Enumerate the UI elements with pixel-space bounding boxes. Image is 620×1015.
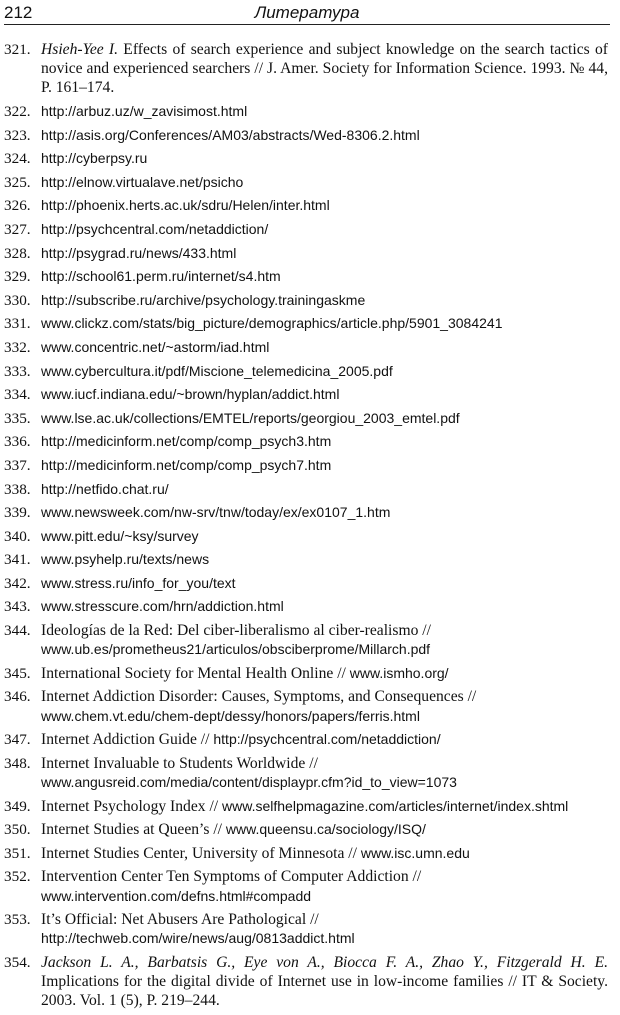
reference-number: 329. [4, 268, 31, 286]
reference-title: Internet Addiction Disorder: Causes, Symptoms, and Consequences // [41, 688, 477, 706]
reference-item [4, 149, 608, 168]
reference-title: Ideologías de la Red: Del ciber-liberalismo al ciber-realismo // [41, 622, 431, 640]
reference-text [41, 338, 608, 357]
reference-number: 350. [4, 821, 31, 839]
reference-number: 343. [4, 598, 31, 616]
reference-text [41, 574, 608, 593]
reference-url: www.stress.ru/info_for_you/text [41, 574, 236, 591]
reference-item [4, 220, 608, 239]
reference-item [4, 844, 608, 863]
reference-item [4, 820, 608, 839]
reference-number: 332. [4, 338, 31, 356]
reference-item [4, 687, 608, 725]
reference-text [41, 102, 608, 121]
reference-title: Internet Addiction Guide // [41, 731, 214, 749]
reference-text [41, 40, 608, 98]
reference-text [41, 687, 608, 725]
reference-number: 330. [4, 291, 31, 309]
reference-item [4, 291, 608, 310]
reference-number: 336. [4, 433, 31, 451]
reference-item [4, 102, 608, 121]
reference-text [41, 550, 608, 569]
reference-number: 351. [4, 844, 31, 862]
reference-url: http://phoenix.herts.ac.uk/sdru/Helen/inter.html [41, 197, 330, 214]
reference-number: 325. [4, 173, 31, 191]
reference-text [41, 267, 608, 286]
reference-url: http://subscribe.ru/archive/psychology.trainingaskme [41, 291, 366, 308]
reference-number: 339. [4, 504, 31, 522]
reference-text [41, 196, 608, 215]
reference-url: http://elnow.virtualave.net/psicho [41, 173, 244, 190]
reference-url: www.selfhelpmagazine.com/articles/internet/index.shtml [222, 797, 569, 814]
reference-text [41, 953, 608, 1011]
reference-text [41, 527, 608, 546]
reference-item [4, 126, 608, 145]
reference-url: www.newsweek.com/nw-srv/tnw/today/ex/ex0107_1.htm [41, 504, 391, 521]
reference-text [41, 621, 608, 659]
reference-text [41, 385, 608, 404]
reference-title: Internet Studies at Queen’s // [41, 821, 226, 839]
reference-url: www.stresscure.com/hrn/addiction.html [41, 598, 284, 615]
reference-title: Internet Invaluable to Students Worldwide // [41, 754, 318, 772]
reference-number: 334. [4, 386, 31, 404]
reference-item [4, 621, 608, 659]
reference-url: http://psychcentral.com/netaddiction/ [213, 731, 441, 748]
reference-item [4, 385, 608, 404]
reference-url: http://arbuz.uz/w_zavisimost.html [41, 103, 248, 119]
reference-url: www.clickz.com/stats/big_picture/demographics/article.php/5901_3084241 [41, 315, 503, 332]
reference-text [41, 314, 608, 333]
reference-item [4, 664, 608, 683]
reference-item [4, 527, 608, 546]
reference-item [4, 362, 608, 381]
reference-text [41, 503, 608, 522]
reference-item [4, 196, 608, 215]
reference-text [41, 409, 608, 428]
reference-url: www.cybercultura.it/pdf/Miscione_telemedicina_2005.pdf [41, 362, 393, 379]
reference-text [41, 664, 608, 683]
reference-url: www.chem.vt.edu/chem-dept/dessy/honors/papers/ferris.html [41, 707, 420, 724]
reference-item [4, 550, 608, 569]
reference-item [4, 574, 608, 593]
reference-text [41, 597, 608, 616]
reference-number: 321. [4, 41, 31, 58]
reference-url: www.psyhelp.ru/texts/news [41, 551, 210, 568]
reference-title: Effects of search experience and subject knowledge on the search tactics of novice and experienced searchers // J. Amer. Society for Information Science. 1993. № 44, P. 161–174. [41, 41, 608, 97]
reference-url: http://netfido.chat.ru/ [41, 480, 169, 497]
reference-number: 342. [4, 574, 31, 592]
reference-number: 346. [4, 688, 31, 706]
reference-number: 322. [4, 103, 31, 120]
reference-number: 352. [4, 868, 31, 886]
reference-url: http://cyberpsy.ru [41, 150, 148, 167]
reference-url: www.ismho.org/ [349, 664, 449, 681]
reference-url: http://psychcentral.com/netaddiction/ [41, 220, 269, 237]
reference-title: Implications for the digital divide of Internet use in low-income families // IT & Society. 2003. Vol. 1 (5), P. 219–244. [41, 973, 608, 1010]
reference-number: 347. [4, 731, 31, 749]
reference-number: 349. [4, 797, 31, 815]
reference-number: 348. [4, 754, 31, 772]
reference-text [41, 456, 608, 475]
reference-item [4, 40, 608, 98]
reference-url: www.lse.ac.uk/collections/EMTEL/reports/georgiou_2003_emtel.pdf [41, 409, 460, 426]
reference-text [41, 432, 608, 451]
reference-text [41, 844, 608, 863]
reference-item [4, 267, 608, 286]
reference-text [41, 480, 608, 499]
reference-text [41, 126, 608, 145]
reference-number: 331. [4, 315, 31, 333]
reference-number: 344. [4, 622, 31, 640]
reference-item [4, 409, 608, 428]
reference-authors: Hsieh-Yee I. [41, 41, 119, 58]
reference-title: Intervention Center Ten Symptoms of Computer Addiction // [41, 868, 422, 886]
reference-title: Internet Psychology Index // [41, 797, 223, 815]
reference-number: 337. [4, 456, 31, 474]
page-header [4, 2, 610, 25]
reference-url: http://medicinform.net/comp/comp_psych3.htm [41, 433, 332, 450]
page-number: 212 [4, 3, 33, 22]
reference-url: http://psygrad.ru/news/433.html [41, 244, 237, 261]
reference-text [41, 730, 608, 749]
reference-number: 326. [4, 197, 31, 215]
reference-text [41, 173, 608, 192]
reference-item [4, 338, 608, 357]
reference-item [4, 480, 608, 499]
reference-title: International Society for Mental Health Online // [41, 664, 350, 682]
reference-url: www.intervention.com/defns.html#compadd [41, 887, 312, 904]
reference-url: www.concentric.net/~astorm/iad.html [41, 338, 270, 355]
reference-item [4, 730, 608, 749]
reference-text [41, 867, 608, 905]
reference-number: 338. [4, 480, 31, 498]
reference-url: http://techweb.com/wire/news/aug/0813addict.html [41, 930, 355, 947]
reference-number: 341. [4, 551, 31, 569]
reference-url: http://medicinform.net/comp/comp_psych7.htm [41, 456, 332, 473]
reference-title: Internet Studies Center, University of Minnesota // [41, 844, 361, 862]
reference-text [41, 910, 608, 948]
reference-text [41, 820, 608, 839]
reference-url: www.isc.umn.edu [360, 844, 470, 861]
reference-item [4, 456, 608, 475]
reference-text [41, 149, 608, 168]
reference-text [41, 220, 608, 239]
reference-text [41, 754, 608, 792]
reference-item [4, 244, 608, 263]
reference-text [41, 362, 608, 381]
reference-text [41, 244, 608, 263]
reference-text [41, 797, 608, 816]
reference-item [4, 953, 608, 1011]
running-title: Литература [254, 3, 360, 22]
reference-item [4, 597, 608, 616]
reference-title: It’s Official: Net Abusers Are Pathological // [41, 911, 319, 929]
reference-number: 345. [4, 664, 31, 682]
reference-item [4, 173, 608, 192]
reference-item [4, 503, 608, 522]
reference-authors: Jackson L. A., Barbatsis G., Eye von A., Biocca F. A., Zhao Y., Fitzgerald H. E. [41, 954, 608, 972]
reference-number: 328. [4, 244, 31, 262]
reference-item [4, 432, 608, 451]
reference-list [4, 40, 608, 1015]
reference-url: www.queensu.ca/sociology/ISQ/ [225, 821, 426, 838]
reference-number: 340. [4, 527, 31, 545]
reference-item [4, 910, 608, 948]
reference-number: 327. [4, 220, 31, 238]
reference-item [4, 867, 608, 905]
reference-url: http://asis.org/Conferences/AM03/abstracts/Wed-8306.2.html [41, 126, 420, 143]
reference-number: 324. [4, 150, 31, 168]
reference-url: www.pitt.edu/~ksy/survey [41, 527, 199, 544]
reference-item [4, 754, 608, 792]
reference-number: 323. [4, 126, 31, 144]
reference-url: www.angusreid.com/media/content/displaypr.cfm?id_to_view=1073 [41, 774, 457, 791]
reference-item [4, 797, 608, 816]
reference-item [4, 314, 608, 333]
reference-url: www.ub.es/prometheus21/articulos/obsciberprome/Millarch.pdf [41, 641, 431, 658]
reference-text [41, 291, 608, 310]
reference-url: http://school61.perm.ru/internet/s4.htm [41, 268, 281, 285]
reference-number: 335. [4, 409, 31, 427]
reference-number: 333. [4, 362, 31, 380]
reference-number: 354. [4, 954, 31, 972]
reference-number: 353. [4, 911, 31, 929]
reference-url: www.iucf.indiana.edu/~brown/hyplan/addict.html [41, 386, 340, 403]
